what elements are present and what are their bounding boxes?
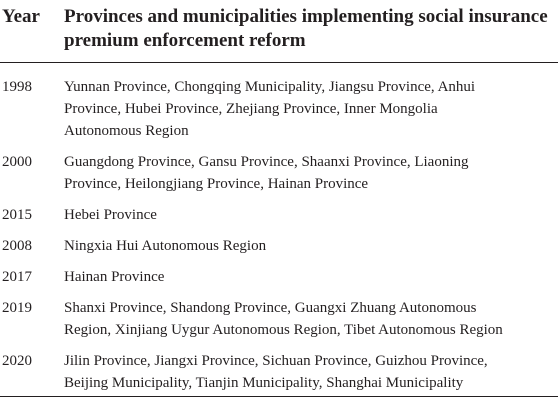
row-year: 2008 (2, 238, 32, 254)
row-provinces: Shanxi Province, Shandong Province, Guangxi Zhuang Autonomous Region, Xinjiang Uygur Autonomous Region, Tibet Autonomous Region (64, 300, 503, 338)
row-year: 2015 (2, 207, 32, 223)
table-row (0, 235, 558, 257)
table-row (0, 297, 558, 341)
row-provinces: Hainan Province (64, 269, 165, 285)
row-year: 2020 (2, 353, 32, 369)
footer-rule (0, 396, 558, 397)
table-row (0, 266, 558, 288)
row-year: 1998 (2, 79, 32, 95)
table-body (0, 76, 558, 403)
table-header (0, 0, 558, 62)
row-year: 2000 (2, 154, 32, 170)
row-year: 2019 (2, 300, 32, 316)
table-row (0, 204, 558, 226)
row-provinces: Yunnan Province, Chongqing Municipality, Jiangsu Province, Anhui Province, Hubei Province, Zhejiang Province, Inner Mongolia Autonomous Region (64, 79, 476, 139)
header-year: Year (2, 6, 40, 27)
table-row (0, 151, 558, 195)
table-row (0, 76, 558, 142)
table-row (0, 350, 558, 394)
row-provinces: Hebei Province (64, 207, 157, 223)
header-provinces: Provinces and municipalities implementing social insurance premium enforcement reform (64, 6, 548, 51)
row-provinces: Guangdong Province, Gansu Province, Shaanxi Province, Liaoning Province, Heilongjiang Province, Hainan Province (64, 154, 469, 192)
row-year: 2017 (2, 269, 32, 285)
header-rule (0, 62, 558, 63)
row-provinces: Ningxia Hui Autonomous Region (64, 238, 267, 254)
row-provinces: Jilin Province, Jiangxi Province, Sichuan Province, Guizhou Province, Beijing Municipality, Tianjin Municipality, Shanghai Municipality (64, 353, 488, 391)
